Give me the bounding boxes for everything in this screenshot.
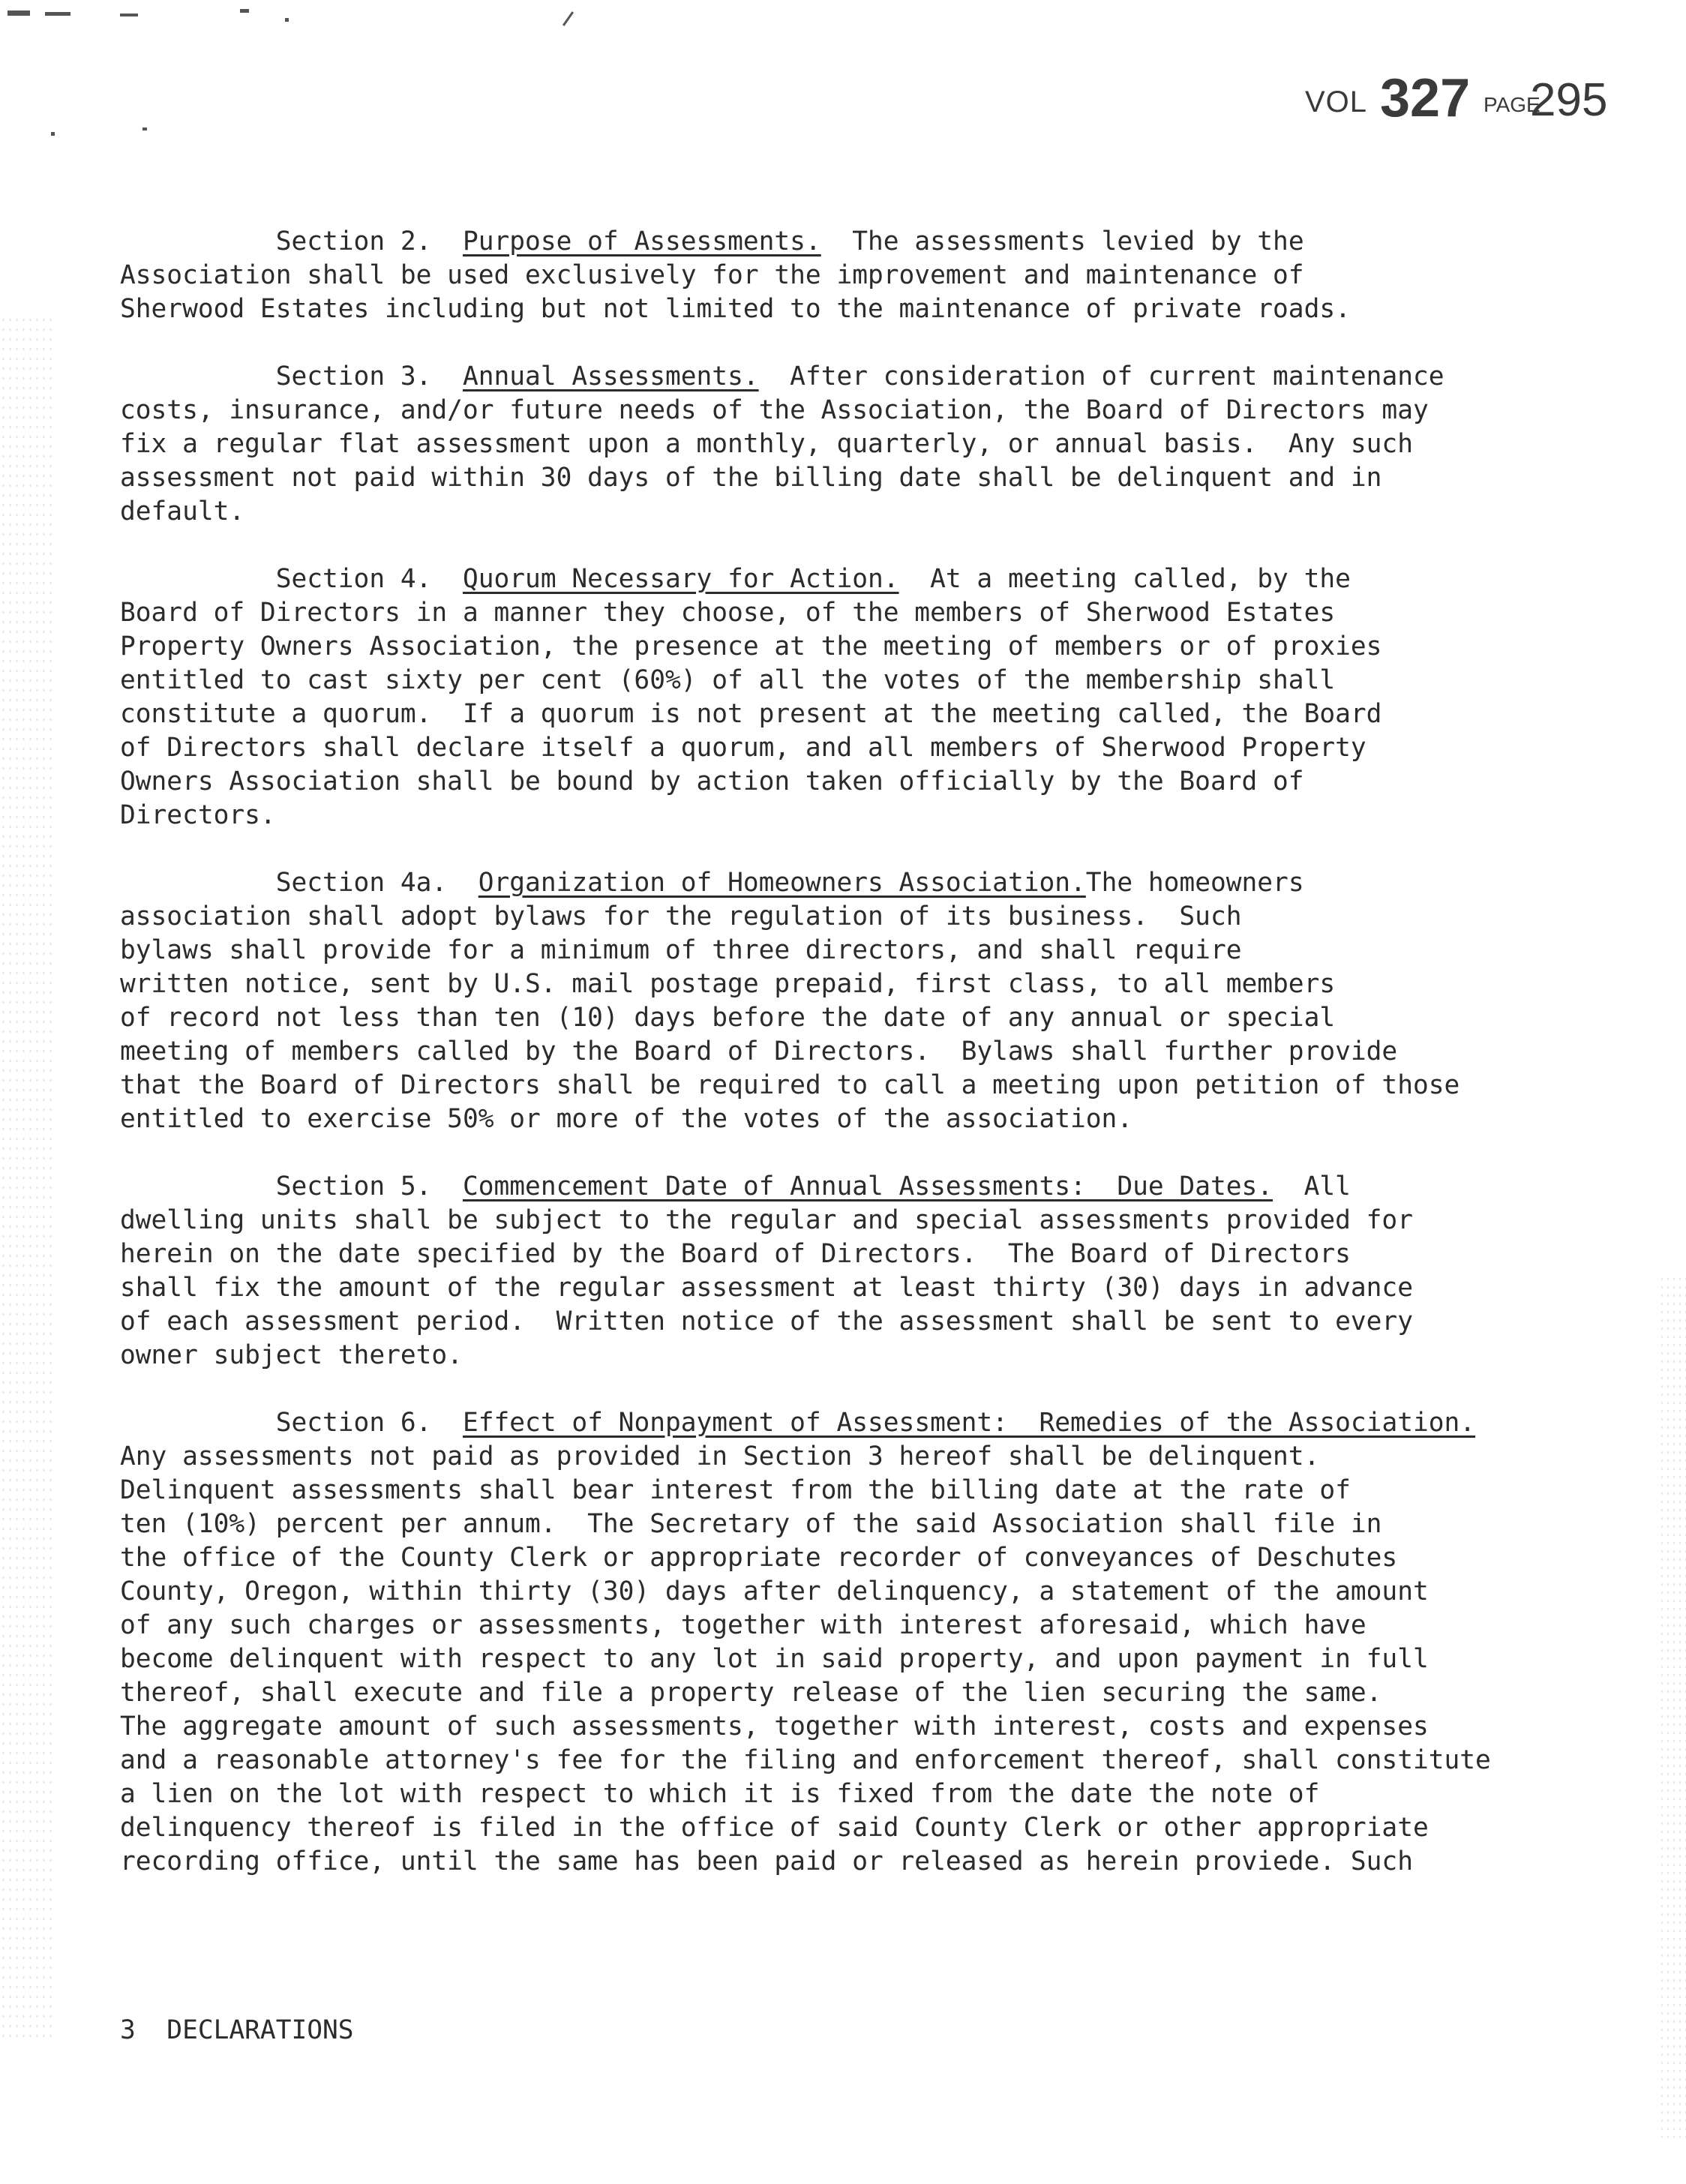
section-title: Annual Assessments. [462,362,759,392]
section-paragraph [120,360,1612,529]
text-line: recording office, until the same has been paid or released as herein proviede. Such [120,1846,1413,1876]
text-line: become delinquent with respect to any lot in said property, and upon payment in full [120,1644,1429,1674]
scan-speck [562,11,574,26]
section-title: Purpose of Assessments. [462,226,821,256]
scan-speck [45,12,70,16]
scan-speck [285,18,289,22]
page-number: 295 [1530,74,1608,126]
text-line [120,562,1612,596]
text-line: Association shall be used exclusively for the improvement and maintenance of [120,260,1304,290]
section-text: All [1273,1172,1351,1202]
text-line: Sherwood Estates including but not limited to the maintenance of private roads. [120,294,1351,324]
text-line: Delinquent assessments shall bear interest from the billing date at the rate of [120,1475,1351,1505]
text-line [120,1406,1612,1440]
text-line: of any such charges or assessments, together with interest aforesaid, which have [120,1610,1366,1640]
page-label: PAGE [1484,93,1540,116]
scan-noise-left [0,315,52,2040]
section-number: Section 5. [120,1172,463,1202]
text-line: Any assessments not paid as provided in Section 3 hereof shall be delinquent. [120,1442,1320,1472]
section-number: Section 3. [120,362,463,392]
text-line: default. [120,496,245,526]
scan-noise-right [1659,1275,1686,2138]
footer-page-marker: 3 DECLARATIONS [120,2015,354,2045]
text-line: dwelling units shall be subject to the regular and special assessments provided for [120,1205,1413,1235]
text-line: assessment not paid within 30 days of the billing date shall be delinquent and in [120,463,1382,493]
section-title: Effect of Nonpayment of Assessment: Remedies of the Association. [462,1408,1476,1438]
text-line: The aggregate amount of such assessments, together with interest, costs and expenses [120,1712,1429,1742]
text-line: written notice, sent by U.S. mail postage prepaid, first class, to all members [120,969,1336,999]
text-line [120,866,1612,900]
text-line: meeting of members called by the Board of Directors. Bylaws shall further provide [120,1036,1398,1066]
text-line: County, Oregon, within thirty (30) days after delinquency, a statement of the amount [120,1576,1429,1606]
text-line: entitled to cast sixty per cent (60%) of all the votes of the membership shall [120,665,1336,695]
section-number: Section 4a. [120,868,478,898]
text-line: Owners Association shall be bound by action taken officially by the Board of [120,766,1304,796]
section-text: At a meeting called, by the [898,564,1351,594]
section-title: Organization of Homeowners Association. [478,868,1086,898]
text-line: owner subject thereto. [120,1340,463,1370]
text-line: a lien on the lot with respect to which it is fixed from the date the note of [120,1779,1320,1809]
text-line: and a reasonable attorney's fee for the filing and enforcement thereof, shall constitute [120,1745,1491,1775]
scan-speck [142,128,147,130]
text-line: bylaws shall provide for a minimum of three directors, and shall require [120,935,1242,965]
text-line: of each assessment period. Written notice of the assessment shall be sent to every [120,1306,1413,1336]
text-line [120,360,1612,394]
section-paragraph [120,866,1612,1136]
volume-number: 327 [1380,68,1471,128]
section-title: Quorum Necessary for Action. [462,564,899,594]
text-line: thereof, shall execute and file a property release of the lien securing the same. [120,1678,1382,1708]
text-line: association shall adopt bylaws for the regulation of its business. Such [120,902,1242,932]
text-line [120,1170,1612,1204]
section-number: Section 2. [120,226,463,256]
text-line: costs, insurance, and/or future needs of the Association, the Board of Directors may [120,395,1429,425]
text-line [120,225,1612,259]
text-line: Property Owners Association, the presence at the meeting of members or of proxies [120,632,1382,662]
text-line: herein on the date specified by the Board of Directors. The Board of Directors [120,1239,1351,1269]
section-number: Section 4. [120,564,463,594]
text-line: shall fix the amount of the regular assessment at least thirty (30) days in advance [120,1273,1413,1303]
section-title: Commencement Date of Annual Assessments: Due Dates. [462,1172,1274,1202]
text-line: entitled to exercise 50% or more of the votes of the association. [120,1104,1133,1134]
scan-speck [51,132,55,136]
section-paragraph [120,225,1612,326]
text-line: delinquency thereof is filed in the office of said County Clerk or other appropriate [120,1813,1429,1843]
section-text: The assessments levied by the [820,226,1304,256]
text-line: of Directors shall declare itself a quorum, and all members of Sherwood Property [120,733,1366,763]
section-number: Section 6. [120,1408,463,1438]
section-text: After consideration of current maintenance [758,362,1444,392]
scan-speck [8,10,30,16]
text-line: that the Board of Directors shall be required to call a meeting upon petition of those [120,1070,1460,1100]
text-line: the office of the County Clerk or appropriate recorder of conveyances of Deschutes [120,1543,1398,1573]
scan-speck [240,9,249,13]
section-paragraph [120,1406,1612,1879]
document-body [120,225,1612,1912]
section-paragraph [120,562,1612,832]
text-line: Directors. [120,800,276,830]
text-line: of record not less than ten (10) days before the date of any annual or special [120,1003,1336,1033]
section-text: The homeowners [1085,868,1304,898]
volume-label: VOL [1305,86,1368,118]
text-line: constitute a quorum. If a quorum is not present at the meeting called, the Board [120,699,1382,729]
volume-page-stamp [1305,63,1635,130]
scan-speck [120,14,138,16]
text-line: Board of Directors in a manner they choose, of the members of Sherwood Estates [120,598,1336,628]
section-paragraph [120,1170,1612,1372]
text-line: ten (10%) percent per annum. The Secretary of the said Association shall file in [120,1509,1382,1539]
text-line: fix a regular flat assessment upon a monthly, quarterly, or annual basis. Any such [120,429,1413,459]
